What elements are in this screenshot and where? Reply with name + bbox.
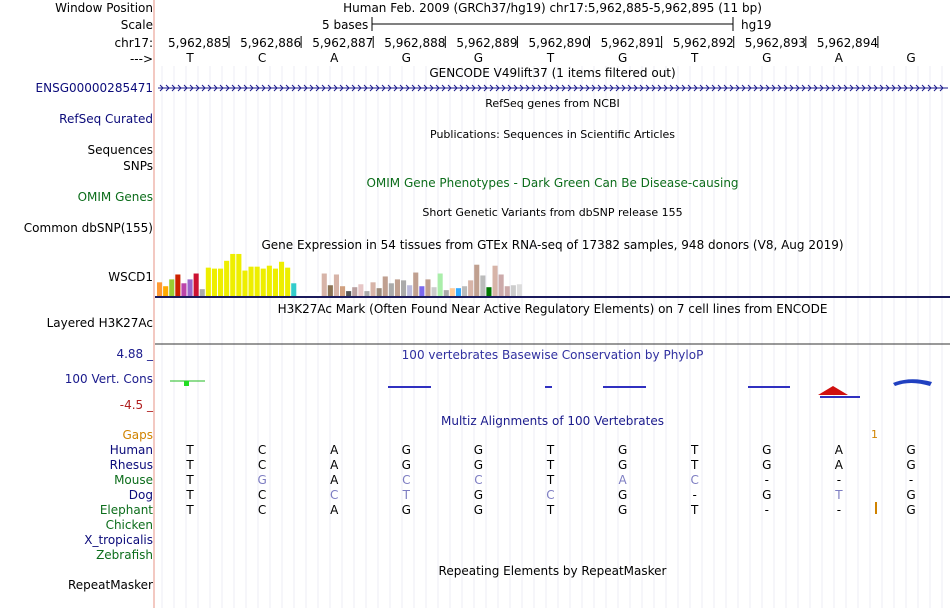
publications-track-title[interactable]: Publications: Sequences in Scientific Articles	[430, 128, 675, 141]
ruler-tick-label: 5,962,886	[240, 36, 302, 50]
gencode-item-label[interactable]: ENSG00000285471	[35, 81, 153, 95]
alignment-base: -	[908, 473, 914, 487]
alignment-base: T	[546, 443, 555, 457]
reference-base: G	[401, 51, 411, 65]
ruler-tick-label: 5,962,891	[600, 36, 662, 50]
dbsnp-track-title[interactable]: Short Genetic Variants from dbSNP release 155	[422, 206, 683, 219]
alignment-base: G	[762, 443, 772, 457]
alignment-base: T	[186, 488, 194, 502]
alignment-base: A	[330, 443, 339, 457]
strand-label: --->	[129, 52, 153, 66]
alignment-base: G	[473, 503, 484, 517]
alignment-base: C	[690, 473, 699, 487]
alignment-base: A	[330, 473, 339, 487]
scale-assembly: hg19	[741, 18, 772, 32]
alignment-base: T	[186, 503, 194, 517]
logo-letter-g	[893, 379, 932, 386]
conservation-min: -4.5 _	[119, 398, 153, 412]
gtex-gene-label[interactable]: WSCD1	[108, 270, 153, 284]
ruler-tick-label: 5,962,893	[744, 36, 806, 50]
alignment-base: C	[329, 488, 339, 502]
alignment-base: G	[473, 443, 484, 457]
h3k27ac-track-title[interactable]: H3K27Ac Mark (Often Found Near Active Regulatory Elements) on 7 cell lines from ENCODE	[277, 302, 828, 316]
omim-label[interactable]: OMIM Genes	[77, 190, 153, 204]
alignment-base: C	[257, 503, 267, 517]
alignment-base: C	[474, 473, 483, 487]
conservation-label[interactable]: 100 Vert. Cons	[64, 372, 153, 386]
conservation-max: 4.88 _	[116, 347, 153, 361]
reference-base: G	[762, 51, 772, 65]
alignment-base: G	[401, 458, 411, 472]
alignment-base: C	[402, 473, 411, 487]
alignment-base: T	[835, 488, 843, 502]
ruler-tick-label: 5,962,888	[384, 36, 446, 50]
ruler-tick-label: 5,962,887	[312, 36, 374, 50]
species-label[interactable]: Chicken	[105, 518, 153, 532]
alignment-base: T	[402, 488, 410, 502]
h3k27ac-label[interactable]: Layered H3K27Ac	[46, 316, 153, 330]
alignment-base: G	[762, 488, 772, 502]
alignment-base: G	[762, 458, 772, 472]
species-label[interactable]: Mouse	[114, 473, 153, 487]
alignment-base: T	[546, 503, 555, 517]
reference-base: T	[546, 51, 555, 65]
snps-label[interactable]: SNPs	[123, 159, 153, 173]
species-label[interactable]: Elephant	[99, 503, 153, 517]
alignment-base: G	[906, 503, 916, 517]
alignment-base: T	[186, 458, 194, 472]
ruler-tick-label: 5,962,894	[816, 36, 878, 50]
reference-base: A	[330, 51, 339, 65]
ruler-tick-label: 5,962,890	[528, 36, 590, 50]
chromosome-label: chr17:	[114, 36, 153, 50]
multiz-track-title[interactable]: Multiz Alignments of 100 Vertebrates	[440, 414, 665, 428]
species-label[interactable]: Human	[109, 443, 153, 457]
ruler-tick-label: 5,962,885	[168, 36, 230, 50]
alignment-base: T	[546, 458, 555, 472]
reference-base: T	[691, 51, 699, 65]
alignment-base: C	[257, 458, 267, 472]
alignment-base: -	[692, 488, 697, 502]
reference-base: T	[186, 51, 194, 65]
alignment-base: A	[618, 473, 627, 487]
alignment-base: -	[764, 503, 769, 517]
reference-base: G	[473, 51, 484, 65]
alignment-base: G	[617, 488, 628, 502]
alignment-base: C	[257, 488, 267, 502]
gap-indicator	[875, 502, 877, 514]
species-label[interactable]: Zebrafish	[96, 548, 153, 562]
alignment-base: C	[546, 488, 555, 502]
alignment-base: G	[906, 443, 916, 457]
reference-base: A	[834, 51, 843, 65]
scale-label: Scale	[120, 18, 153, 32]
alignment-base: G	[473, 488, 484, 502]
alignment-base: T	[186, 443, 194, 457]
alignment-base: G	[906, 458, 916, 472]
reference-base: G	[906, 51, 916, 65]
alignment-base: G	[401, 443, 411, 457]
sequences-label[interactable]: Sequences	[87, 143, 153, 157]
alignment-base: C	[257, 443, 267, 457]
repeatmasker-track-title[interactable]: Repeating Elements by RepeatMasker	[438, 564, 667, 578]
ruler-tick-label: 5,962,889	[456, 36, 518, 50]
gtex-track-title[interactable]: Gene Expression in 54 tissues from GTEx RNA-seq of 17382 samples, 948 donors (V8, Aug 2019)	[261, 238, 844, 252]
alignment-base: G	[401, 503, 411, 517]
alignment-base: A	[330, 503, 339, 517]
omim-track-title[interactable]: OMIM Gene Phenotypes - Dark Green Can Be Disease-causing	[366, 176, 739, 190]
gaps-label: Gaps	[122, 428, 153, 442]
alignment-base: G	[473, 458, 484, 472]
phylop-bar	[184, 381, 189, 386]
alignment-base: T	[691, 443, 699, 457]
alignment-base: A	[834, 458, 843, 472]
alignment-base: T	[691, 458, 699, 472]
reference-base: G	[617, 51, 628, 65]
conservation-track-title[interactable]: 100 vertebrates Basewise Conservation by PhyloP	[401, 348, 704, 362]
alignment-base: G	[257, 473, 267, 487]
alignment-base: T	[186, 473, 194, 487]
refseq-label[interactable]: RefSeq Curated	[59, 112, 153, 126]
alignment-base: -	[836, 503, 842, 517]
alignment-base: T	[546, 473, 555, 487]
alignment-base: A	[834, 443, 843, 457]
alignment-base: A	[330, 458, 339, 472]
ruler-tick-label: 5,962,892	[672, 36, 734, 50]
species-label[interactable]: Rhesus	[109, 458, 153, 472]
alignment-base: -	[836, 473, 842, 487]
alignment-base: T	[691, 503, 699, 517]
repeatmasker-label[interactable]: RepeatMasker	[67, 578, 153, 592]
alignment-base: -	[764, 473, 769, 487]
window-position-label: Window Position	[55, 1, 153, 15]
reference-base: C	[257, 51, 267, 65]
refseq-track-title[interactable]: RefSeq genes from NCBI	[485, 97, 620, 110]
alignment-base: G	[617, 458, 628, 472]
dbsnp-label[interactable]: Common dbSNP(155)	[23, 221, 153, 235]
species-label[interactable]: X_tropicalis	[84, 533, 153, 547]
alignment-base: G	[617, 503, 628, 517]
alignment-base: G	[906, 488, 916, 502]
scale-bar-text: 5 bases	[322, 18, 369, 32]
alignment-base: G	[617, 443, 628, 457]
gap-marker: 1	[871, 428, 878, 441]
logo-letter-a	[818, 386, 848, 395]
gencode-track-title[interactable]: GENCODE V49lift37 (1 items filtered out)	[429, 66, 676, 80]
species-label[interactable]: Dog	[128, 488, 153, 502]
window-position-value: Human Feb. 2009 (GRCh37/hg19) chr17:5,962,885-5,962,895 (11 bp)	[343, 1, 762, 15]
